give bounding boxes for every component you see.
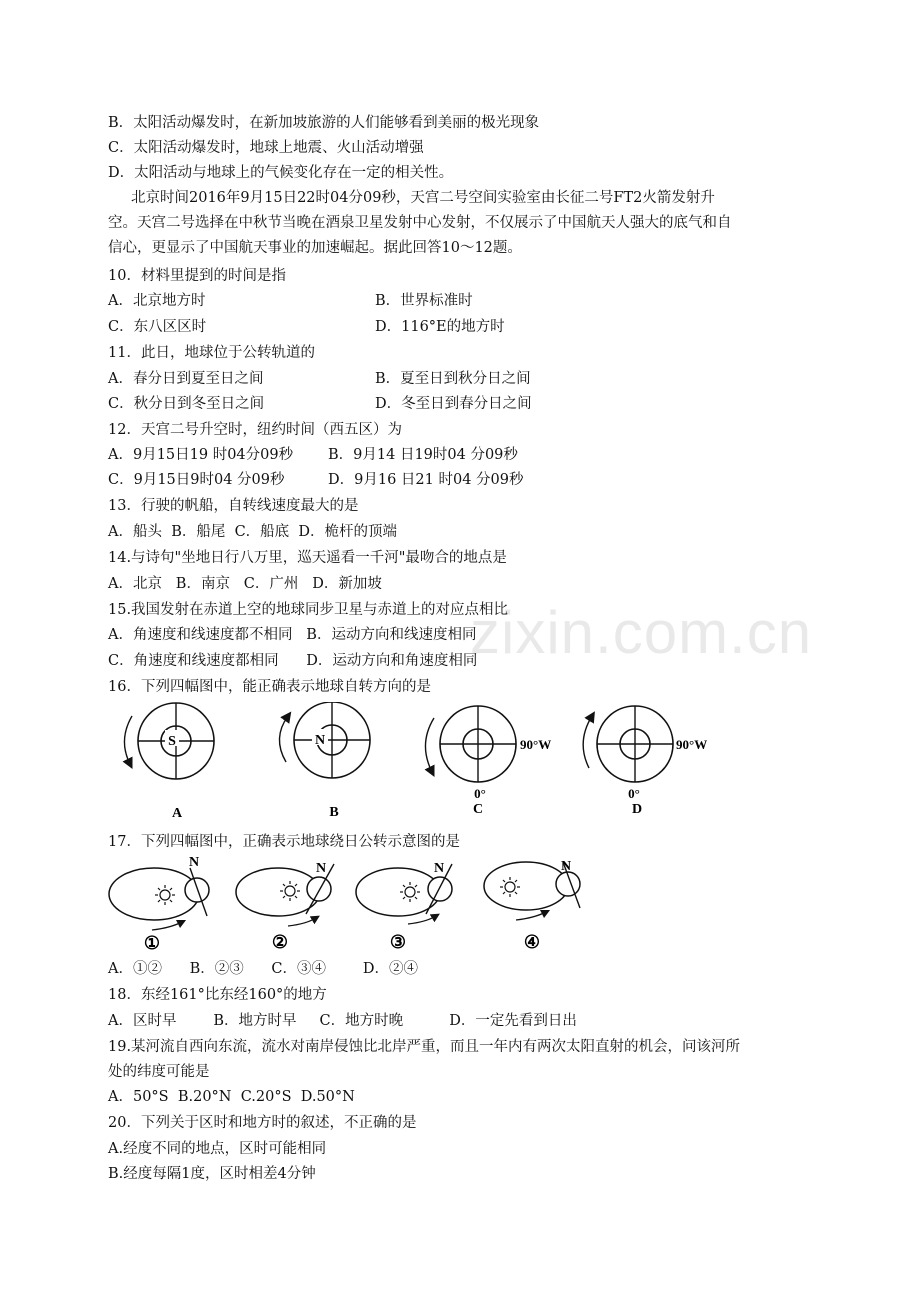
q16-label-a: A: [171, 806, 183, 821]
q19-stem-1: 19.某河流自西向东流，流水对南岸侵蚀比北岸严重，而且一年内有两次太阳直射的机会，问该河所: [108, 1039, 741, 1055]
q10-option-d: D．116°E的地方时: [375, 319, 505, 335]
q14-stem: 14.与诗句"坐地日行八万里，巡天遥看一千河"最吻合的地点是: [108, 550, 507, 566]
q11-stem: 11．此日，地球位于公转轨道的: [108, 345, 315, 361]
q17-2-n-label: N: [316, 861, 327, 876]
q17-figure: [108, 856, 608, 956]
option-d-line: D．太阳活动与地球上的气候变化存在一定的相关性。: [108, 165, 454, 181]
q16-d-90w-label: 90°W: [676, 737, 708, 752]
rotation-arrow-d: [583, 716, 592, 768]
q16-diagram-a: [124, 703, 214, 821]
q11-option-c: C．秋分日到冬至日之间: [108, 396, 265, 412]
q16-b-n-label: N: [314, 733, 326, 748]
q18-options: A．区时早 B．地方时早 C．地方时晚 D．一定先看到日出: [108, 1013, 577, 1029]
watermark: zixin.com.cn: [470, 599, 813, 666]
rotation-arrow-c: [425, 718, 434, 772]
q17-stem: 17．下列四幅图中，正确表示地球绕日公转示意图的是: [108, 834, 460, 850]
q15-stem: 15.我国发射在赤道上空的地球同步卫星与赤道上的对应点相比: [108, 602, 509, 618]
q12-stem: 12．天宫二号升空时，纽约时间（西五区）为: [108, 422, 402, 438]
q16-diagram-b: [279, 702, 370, 820]
sun-icon: [155, 885, 175, 905]
rotation-arrow-a: [124, 716, 132, 764]
q16-label-b: B: [329, 805, 339, 820]
q16-c-0-label: 0°: [474, 786, 486, 801]
q12-option-a: A．9月15日19 时04分09秒: [108, 447, 294, 463]
passage-line-2: 空。天宫二号选择在中秋节当晚在酒泉卫星发射中心发射，不仅展示了中国航天人强大的底气和自: [108, 215, 732, 231]
q19-stem-2: 处的纬度可能是: [108, 1064, 210, 1080]
q16-figure: [110, 702, 730, 822]
q13-stem: 13．行驶的帆船，自转线速度最大的是: [108, 498, 359, 514]
sun-icon: [400, 882, 420, 902]
option-b-line: B．太阳活动爆发时，在新加坡旅游的人们能够看到美丽的极光现象: [108, 115, 540, 131]
q15-options-cd: C．角速度和线速度都相同 D．运动方向和角速度相同: [108, 653, 478, 669]
q17-4-n-label: N: [561, 859, 572, 874]
q16-label-c: C: [472, 802, 484, 817]
q20-option-a: A.经度不同的地点，区时可能相同: [108, 1141, 327, 1157]
q17-label-2: ②: [271, 932, 289, 952]
q16-stem: 16．下列四幅图中，能正确表示地球自转方向的是: [108, 679, 431, 695]
q17-diagram-1: [109, 856, 209, 953]
q11-option-b: B．夏至日到秋分日之间: [375, 371, 531, 387]
q17-diagram-4: [484, 859, 580, 952]
q16-c-90w-label: 90°W: [520, 737, 552, 752]
q17-label-4: ④: [523, 932, 541, 952]
q15-options-ab: A．角速度和线速度都不相同 B．运动方向和线速度相同: [108, 627, 477, 643]
q11-option-a: A．春分日到夏至日之间: [108, 371, 264, 387]
passage-line-3: 信心，更显示了中国航天事业的加速崛起。据此回答10～12题。: [108, 240, 522, 256]
q16-d-0-label: 0°: [628, 786, 640, 801]
q12-option-c: C．9月15日9时04 分09秒: [108, 472, 285, 488]
q16-label-d: D: [631, 802, 643, 817]
q20-option-b: B.经度每隔1度，区时相差4分钟: [108, 1166, 316, 1182]
q20-stem: 20．下列关于区时和地方时的叙述，不正确的是: [108, 1115, 417, 1131]
option-c-line: C．太阳活动爆发时，地球上地震、火山活动增强: [108, 140, 424, 156]
q16-diagram-c: [425, 706, 551, 817]
q13-options: A．船头 B．船尾 C．船底 D．桅杆的顶端: [108, 524, 398, 540]
q14-options: A．北京 B．南京 C．广州 D．新加坡: [108, 576, 382, 592]
q17-3-n-label: N: [434, 861, 445, 876]
q12-option-d: D．9月16 日21 时04 分09秒: [328, 472, 524, 488]
q19-options: A．50°S B.20°N C.20°S D.50°N: [108, 1089, 355, 1105]
q10-option-c: C．东八区区时: [108, 319, 207, 335]
q11-option-d: D．冬至日到春分日之间: [375, 396, 532, 412]
q10-stem: 10．材料里提到的时间是指: [108, 268, 286, 284]
q16-diagram-d: [583, 706, 707, 817]
q17-diagram-3: [356, 861, 452, 952]
q16-a-s-label: S: [168, 734, 176, 749]
q17-label-1: ①: [143, 933, 161, 953]
q10-option-a: A．北京地方时: [108, 293, 206, 309]
q17-options: A．①② B．②③ C．③④ D．②④: [108, 961, 419, 977]
sun-icon: [280, 881, 300, 901]
q18-stem: 18．东经161°比东经160°的地方: [108, 987, 327, 1003]
q17-1-n-label: N: [189, 856, 200, 870]
q10-option-b: B．世界标准时: [375, 293, 473, 309]
q17-diagram-2: [236, 861, 334, 952]
q17-label-3: ③: [389, 932, 407, 952]
sun-icon: [500, 877, 520, 897]
q12-option-b: B．9月14 日19时04 分09秒: [328, 447, 518, 463]
rotation-arrow-b: [279, 716, 288, 762]
passage-line-1: 北京时间2016年9月15日22时04分09秒，天宫二号空间实验室由长征二号FT2火箭发射升: [131, 190, 715, 206]
